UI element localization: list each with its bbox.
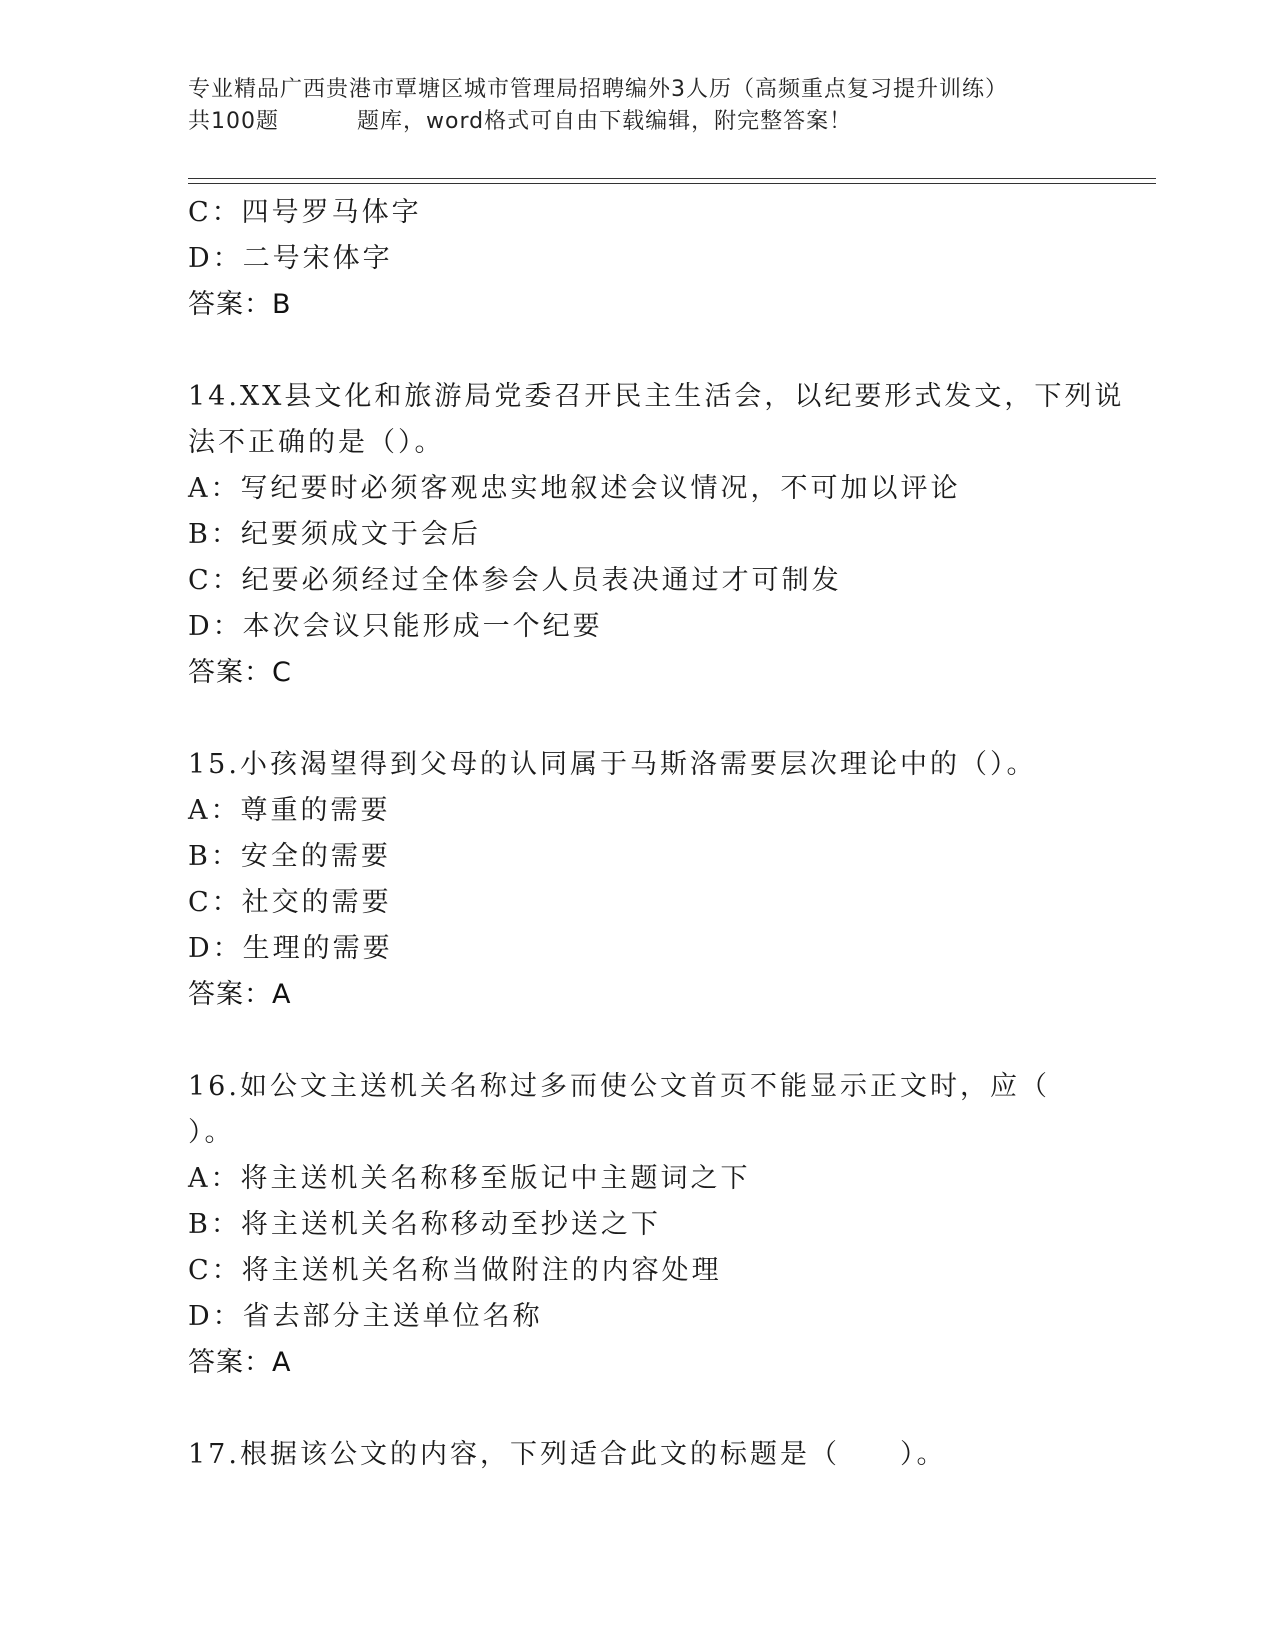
question-stem-continued: ）。 — [188, 1117, 235, 1148]
answer-line: 答案：A — [188, 1347, 292, 1378]
question-stem-continued: 法不正确的是（）。 — [188, 427, 445, 458]
option-c: C：将主送机关名称当做附注的内容处理 — [188, 1255, 722, 1286]
header-rule-top — [188, 178, 1156, 179]
option-d: D：本次会议只能形成一个纪要 — [188, 611, 603, 642]
option-b: B：纪要须成文于会后 — [188, 519, 481, 550]
document-body — [188, 190, 1168, 1478]
option-c: C：纪要必须经过全体参会人员表决通过才可制发 — [188, 565, 842, 596]
question-16 — [188, 1064, 1168, 1386]
question-13-continued — [188, 190, 1168, 328]
question-17 — [188, 1432, 1168, 1478]
question-stem: 16.如公文主送机关名称过多而使公文首页不能显示正文时，应（ — [188, 1071, 1050, 1102]
option-d: D：省去部分主送单位名称 — [188, 1301, 543, 1332]
option-c: C：四号罗马体字 — [188, 197, 422, 228]
option-a: A：尊重的需要 — [188, 795, 391, 826]
option-d: D：二号宋体字 — [188, 243, 393, 274]
answer-line: 答案：C — [188, 657, 292, 688]
option-b: B：将主送机关名称移动至抄送之下 — [188, 1209, 661, 1240]
question-stem: 14.XX县文化和旅游局党委召开民主生活会，以纪要形式发文，下列说 — [188, 381, 1125, 412]
answer-line: 答案：A — [188, 979, 292, 1010]
option-d: D：生理的需要 — [188, 933, 393, 964]
option-a: A：写纪要时必须客观忠实地叙述会议情况，不可加以评论 — [188, 473, 961, 504]
header-subtitle-line — [188, 106, 1168, 138]
option-b: B：安全的需要 — [188, 841, 391, 872]
header-description: 题库，word格式可自由下载编辑，附完整答案！ — [357, 109, 853, 134]
document-header — [188, 74, 1168, 138]
option-c: C：社交的需要 — [188, 887, 392, 918]
answer-line: 答案：B — [188, 289, 292, 320]
question-stem: 17.根据该公文的内容，下列适合此文的标题是（ ）。 — [188, 1439, 947, 1470]
question-stem: 15.小孩渴望得到父母的认同属于马斯洛需要层次理论中的（）。 — [188, 749, 1037, 780]
header-title-line: 专业精品广西贵港市覃塘区城市管理局招聘编外3人历（高频重点复习提升训练） — [188, 77, 1008, 102]
header-rule-bottom — [188, 183, 1156, 184]
question-15 — [188, 742, 1168, 1018]
option-a: A：将主送机关名称移至版记中主题词之下 — [188, 1163, 751, 1194]
header-question-count: 共100题 — [188, 109, 279, 134]
question-14 — [188, 374, 1168, 696]
